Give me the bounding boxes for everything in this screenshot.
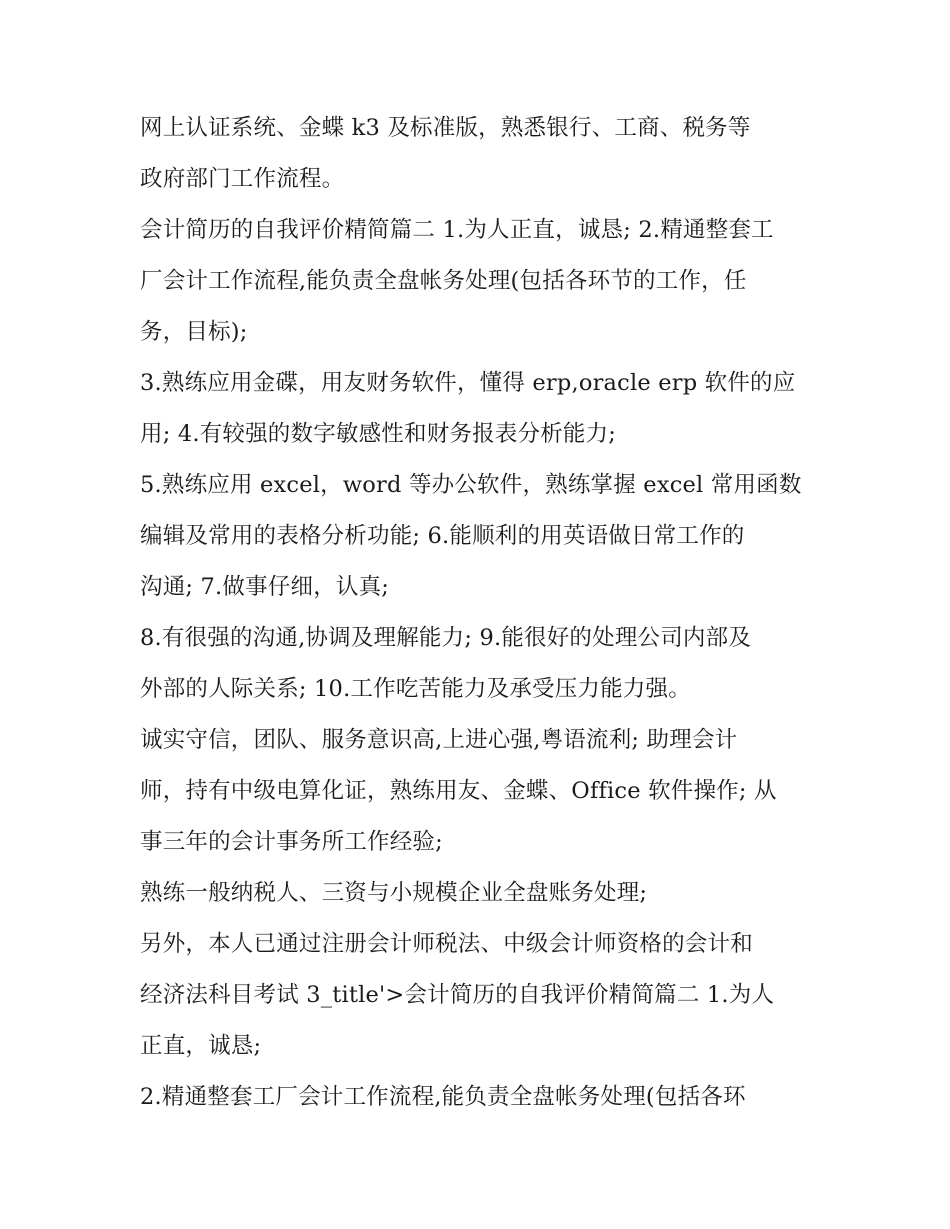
text-line: 政府部门工作流程。 [140, 166, 345, 192]
text-line: 厂会计工作流程,能负责全盘帐务处理(包括各环节的工作，任 [140, 268, 747, 294]
text-line: 正直，诚恳; [140, 1033, 262, 1059]
text-line: 会计简历的自我评价精简篇二 1.为人正直，诚恳; 2.精通整套工 [140, 217, 774, 243]
text-line: 务，目标); [140, 319, 248, 345]
text-line: 师，持有中级电算化证，熟练用友、金蝶、Office 软件操作; 从 [140, 778, 777, 804]
text-line: 经济法科目考试 3_title'>会计简历的自我评价精简篇二 1.为人 [140, 982, 775, 1008]
text-line: 3.熟练应用金碟，用友财务软件，懂得 erp,oracle erp 软件的应 [140, 370, 796, 396]
text-line: 诚实守信，团队、服务意识高,上进心强,粤语流利; 助理会计 [140, 727, 738, 753]
text-line: 熟练一般纳税人、三资与小规模企业全盘账务处理; [140, 880, 648, 906]
document-body [140, 103, 820, 1123]
text-line: 8.有很强的沟通,协调及理解能力; 9.能很好的处理公司内部及 [140, 625, 752, 651]
text-line: 5.熟练应用 excel，word 等办公软件，熟练掌握 excel 常用函数 [140, 472, 802, 498]
text-line: 外部的人际关系; 10.工作吃苦能力及承受压力能力强。 [140, 676, 691, 702]
text-line: 事三年的会计事务所工作经验; [140, 829, 443, 855]
text-line: 用; 4.有较强的数字敏感性和财务报表分析能力; [140, 421, 617, 447]
text-line: 另外，本人已通过注册会计师税法、中级会计师资格的会计和 [140, 931, 753, 957]
text-line: 沟通; 7.做事仔细，认真; [140, 574, 390, 600]
text-line: 网上认证系统、金蝶 k3 及标准版，熟悉银行、工商、税务等 [140, 115, 751, 141]
text-line: 2.精通整套工厂会计工作流程,能负责全盘帐务处理(包括各环 [140, 1084, 746, 1110]
text-line: 编辑及常用的表格分析功能; 6.能顺利的用英语做日常工作的 [140, 523, 745, 549]
